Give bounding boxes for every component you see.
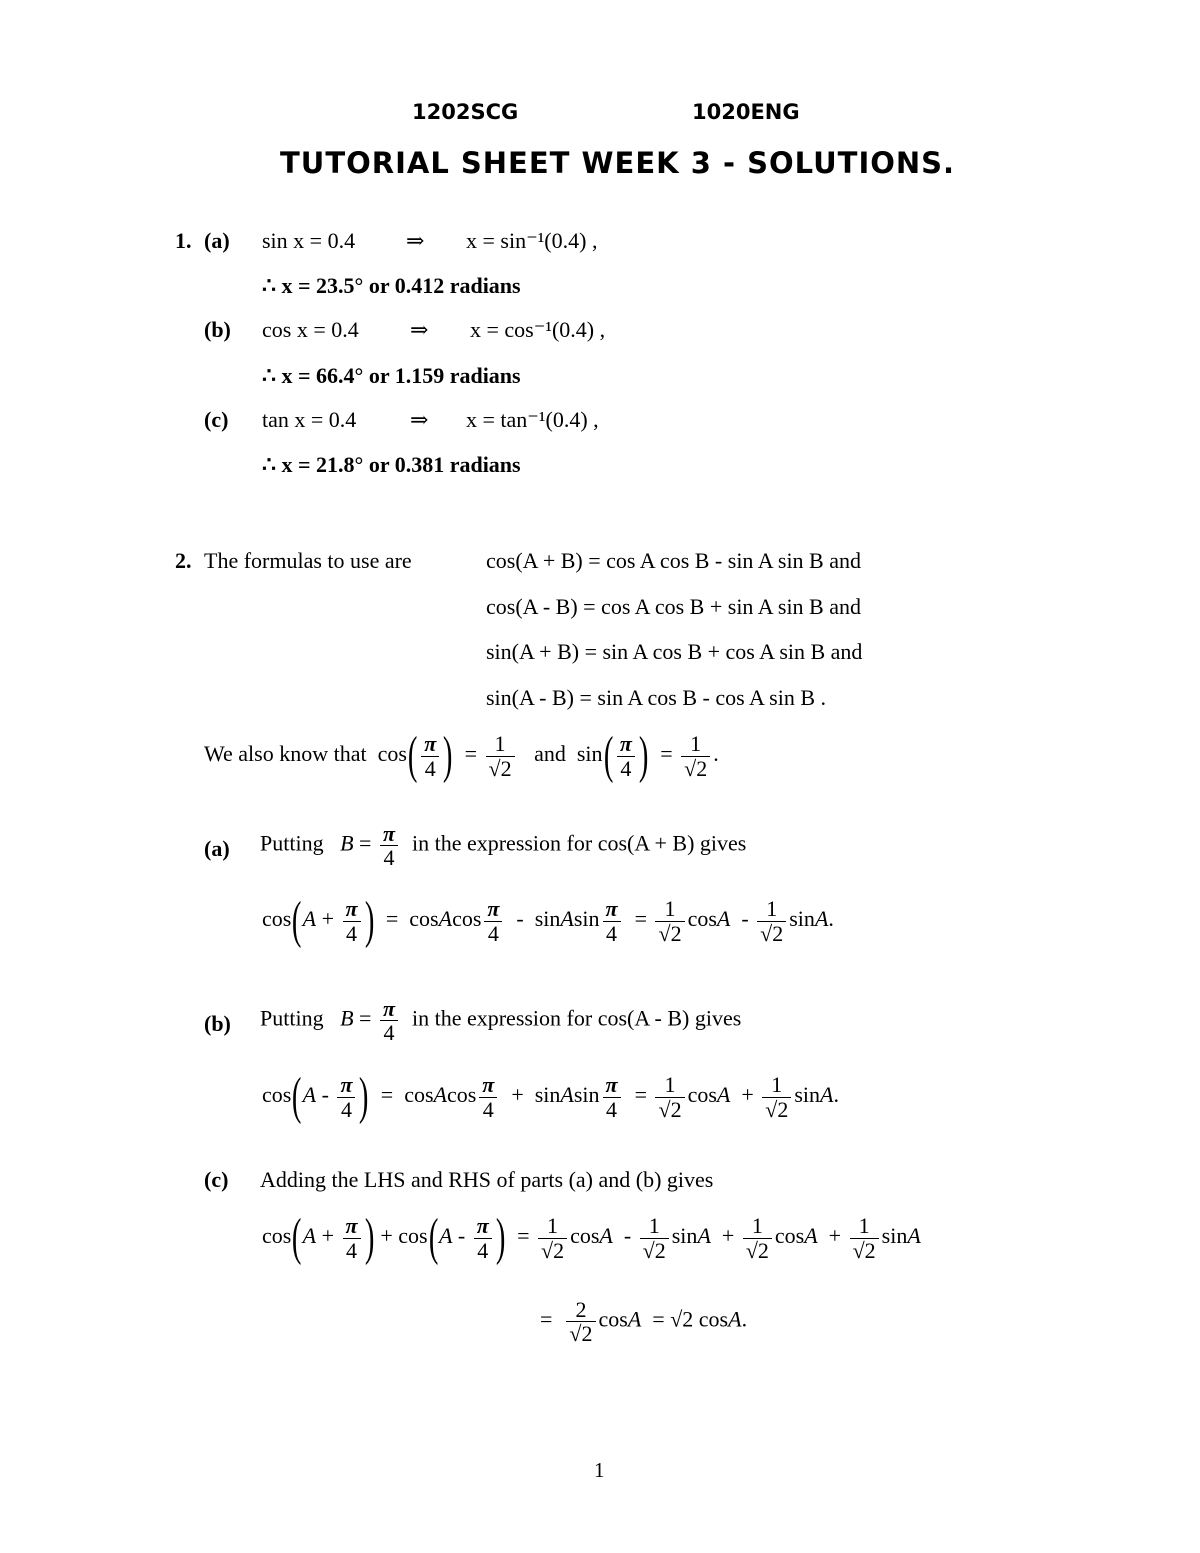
formula-1: cos(A + B) = cos A cos B - sin A sin B and xyxy=(486,548,861,573)
q2a-intro: Putting B = $\frac{\pi}{4}$ in the expression for cos(A + B) gives xyxy=(260,821,747,871)
q2a-putting: Putting xyxy=(260,830,324,856)
q1a-answer: ∴ x = 23.5° or 0.412 radians xyxy=(262,273,521,298)
q1-number: 1. xyxy=(175,228,192,253)
q2c-equation-2: = $\frac{2}{√2}$ cosA = √2 cosA. xyxy=(540,1297,748,1347)
formula-3: sin(A + B) = sin A cos B + cos A sin B and xyxy=(486,639,863,664)
q1c-equation: tan x = 0.4 xyxy=(262,407,357,432)
implies-symbol: ⇒ xyxy=(406,228,425,253)
q1c-answer: ∴ x = 21.8° or 0.381 radians xyxy=(262,452,521,477)
q2c-equation-1: cos(A + $\frac{\pi}{4}$ ) + cos(A - $\frac{\pi}{4}$ ) = $\frac{1}{√2}$ cosA - $\frac{1}{√2}$ sinA + $\frac{1}{√2}$ cosA + $\frac{1}{√2}$ sinA xyxy=(262,1209,921,1266)
q2b-equation: cos(A - $\frac{\pi}{4}$ ) = cosAcos $\frac{\pi}{4}$ + sinAsin $\frac{\pi}{4}$ = $\frac{1}{√2}$ cosA + $\frac{1}{√2}$ sinA. xyxy=(262,1068,839,1125)
course-code-1: 1202SCG xyxy=(412,100,519,124)
implies-symbol: ⇒ xyxy=(410,407,429,432)
q2c-text: Adding the LHS and RHS of parts (a) and (b) gives xyxy=(260,1167,714,1192)
known-intro: We also know that xyxy=(204,741,367,767)
q2c-label: (c) xyxy=(204,1167,229,1192)
q2a-label: (a) xyxy=(204,836,230,861)
known-values: We also know that cos( $\frac{\pi}{4}$ ) = $\frac{1}{√2}$ and sin( $\frac{\pi}{4}$ ) = $\frac{1}{√2}$ . xyxy=(204,727,719,784)
q1b-answer: ∴ x = 66.4° or 1.159 radians xyxy=(262,363,521,388)
q2b-label: (b) xyxy=(204,1011,231,1036)
q1b-label: (b) xyxy=(204,317,231,342)
q1c-label: (c) xyxy=(204,407,229,432)
q2b-putting: Putting xyxy=(260,1005,324,1031)
q2a-equation: cos(A + $\frac{\pi}{4}$ ) = cosAcos $\frac{\pi}{4}$ - sinAsin $\frac{\pi}{4}$ = $\frac{1}{√2}$ cosA - $\frac{1}{√2}$ sinA. xyxy=(262,892,834,949)
q2-intro: The formulas to use are xyxy=(204,548,412,573)
formula-2: cos(A - B) = cos A cos B + sin A sin B and xyxy=(486,594,861,619)
q2b-expression-text: in the expression for cos(A - B) gives xyxy=(411,1005,742,1031)
q2-number: 2. xyxy=(175,548,192,573)
q1c-solution: x = tan⁻¹(0.4) , xyxy=(466,407,599,432)
q2a-expression-text: in the expression for cos(A + B) gives xyxy=(411,830,747,856)
implies-symbol: ⇒ xyxy=(410,317,429,342)
q1b-solution: x = cos⁻¹(0.4) , xyxy=(470,317,606,342)
page-title: TUTORIAL SHEET WEEK 3 - SOLUTIONS. xyxy=(280,146,956,180)
q1a-equation: sin x = 0.4 xyxy=(262,228,356,253)
q2b-intro: Putting B = $\frac{\pi}{4}$ in the expression for cos(A - B) gives xyxy=(260,996,742,1046)
course-code-2: 1020ENG xyxy=(692,100,800,124)
q1a-solution: x = sin⁻¹(0.4) , xyxy=(466,228,598,253)
q1a-label: (a) xyxy=(204,228,230,253)
q1b-equation: cos x = 0.4 xyxy=(262,317,359,342)
page-number: 1 xyxy=(594,1458,605,1482)
formula-4: sin(A - B) = sin A cos B - cos A sin B . xyxy=(486,685,827,710)
